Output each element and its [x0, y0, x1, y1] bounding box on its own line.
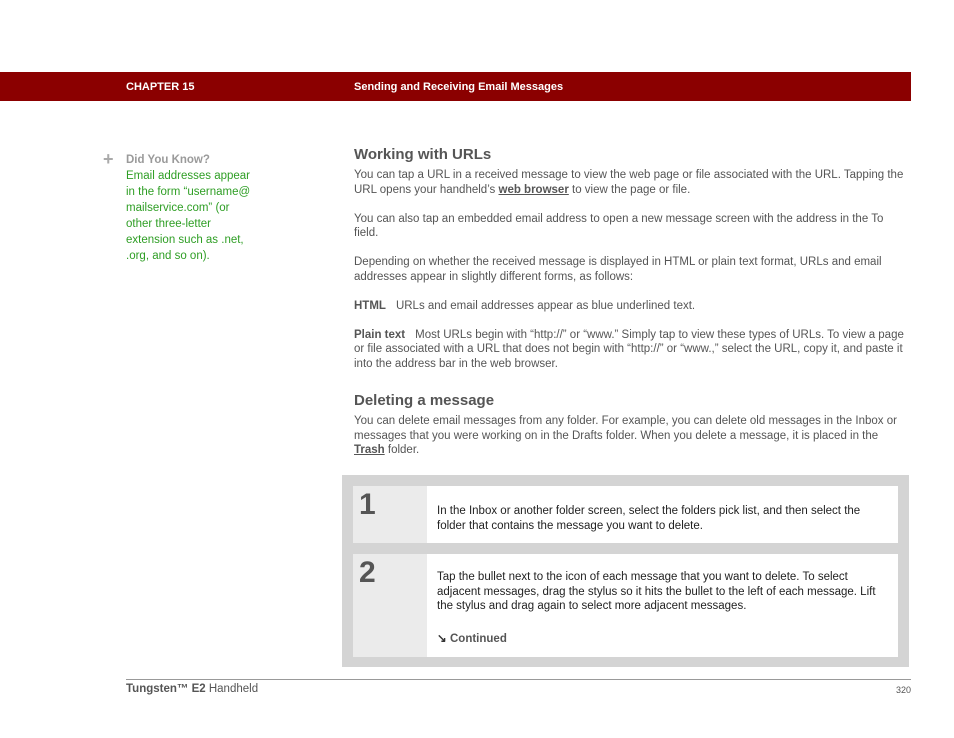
plus-icon: +: [103, 149, 114, 169]
section-heading-deleting: Deleting a message: [354, 392, 495, 409]
tip-line: extension such as .net,: [126, 234, 244, 246]
did-you-know-body: [126, 168, 276, 264]
chapter-label: CHAPTER 15: [126, 81, 195, 93]
urls-paragraph-3: Depending on whether the received message is displayed in HTML or plain text format, URLs and email addresses appear in slightly different forms, as follows:: [354, 256, 882, 283]
step-number: 1: [353, 486, 427, 543]
page-number: 320: [895, 685, 911, 695]
tip-line: in the form “username@: [126, 186, 251, 198]
step-1: [353, 486, 898, 543]
plain-text-term: Plain text: [354, 328, 406, 341]
urls-paragraph-1: You can tap a URL in a received message to view the web page or file associated with the URL. Tapping the URL opens your handheld’s web browser to view the page or file.: [354, 169, 904, 196]
step-text: Tap the bullet next to the icon of each message that you want to delete. To select adjacent messages, drag the stylus so it hits the bullet to the left of each message. Lift the stylus and drag again to select more adjacent messages. ↘ Continued: [437, 570, 888, 646]
did-you-know-title: Did You Know?: [126, 154, 210, 166]
main-content: [354, 146, 910, 472]
step-text: In the Inbox or another folder screen, select the folders pick list, and then select the folder that contains the message you want to delete.: [437, 505, 861, 532]
deleting-paragraph: You can delete email messages from any folder. For example, you can delete old messages in the Inbox or messages that you were working on in the Drafts folder. When you delete a message, it is placed in the Trash folder.: [354, 415, 897, 456]
trash-link[interactable]: Trash: [354, 444, 385, 456]
steps-box: [342, 475, 909, 667]
html-term: HTML: [354, 299, 386, 312]
chapter-header-bar: [0, 72, 911, 101]
continued-link[interactable]: ↘ Continued: [437, 632, 507, 645]
tip-line: .org, and so on).: [126, 250, 210, 262]
did-you-know-sidebar: [103, 149, 278, 264]
web-browser-link[interactable]: web browser: [498, 183, 569, 196]
step-2: [353, 554, 898, 657]
tip-line: other three-letter: [126, 218, 212, 230]
chapter-title: Sending and Receiving Email Messages: [354, 81, 564, 93]
section-heading-urls: Working with URLs: [354, 146, 492, 163]
footer-product: Tungsten™ E2 Handheld: [126, 683, 259, 695]
arrow-down-right-icon: ↘: [437, 632, 447, 645]
html-description: URLs and email addresses appear as blue underlined text.: [395, 299, 696, 312]
plain-text-description: Most URLs begin with “http://” or “www.” Simply tap to view these types of URLs. To view a page or file associated with a URL that does not begin with “http://” or “www.,” select the URL, copy it, and paste it into the address bar in the web browser.: [354, 328, 904, 370]
step-number: 2: [353, 554, 427, 657]
urls-paragraph-2: You can also tap an embedded email address to open a new message screen with the address in the To field.: [354, 212, 884, 239]
tip-line: Email addresses appear: [126, 170, 251, 182]
footer-divider: [126, 679, 911, 680]
plain-text-definition: [354, 328, 910, 372]
tip-line: mailservice.com” (or: [126, 202, 230, 214]
html-definition: [354, 299, 910, 314]
